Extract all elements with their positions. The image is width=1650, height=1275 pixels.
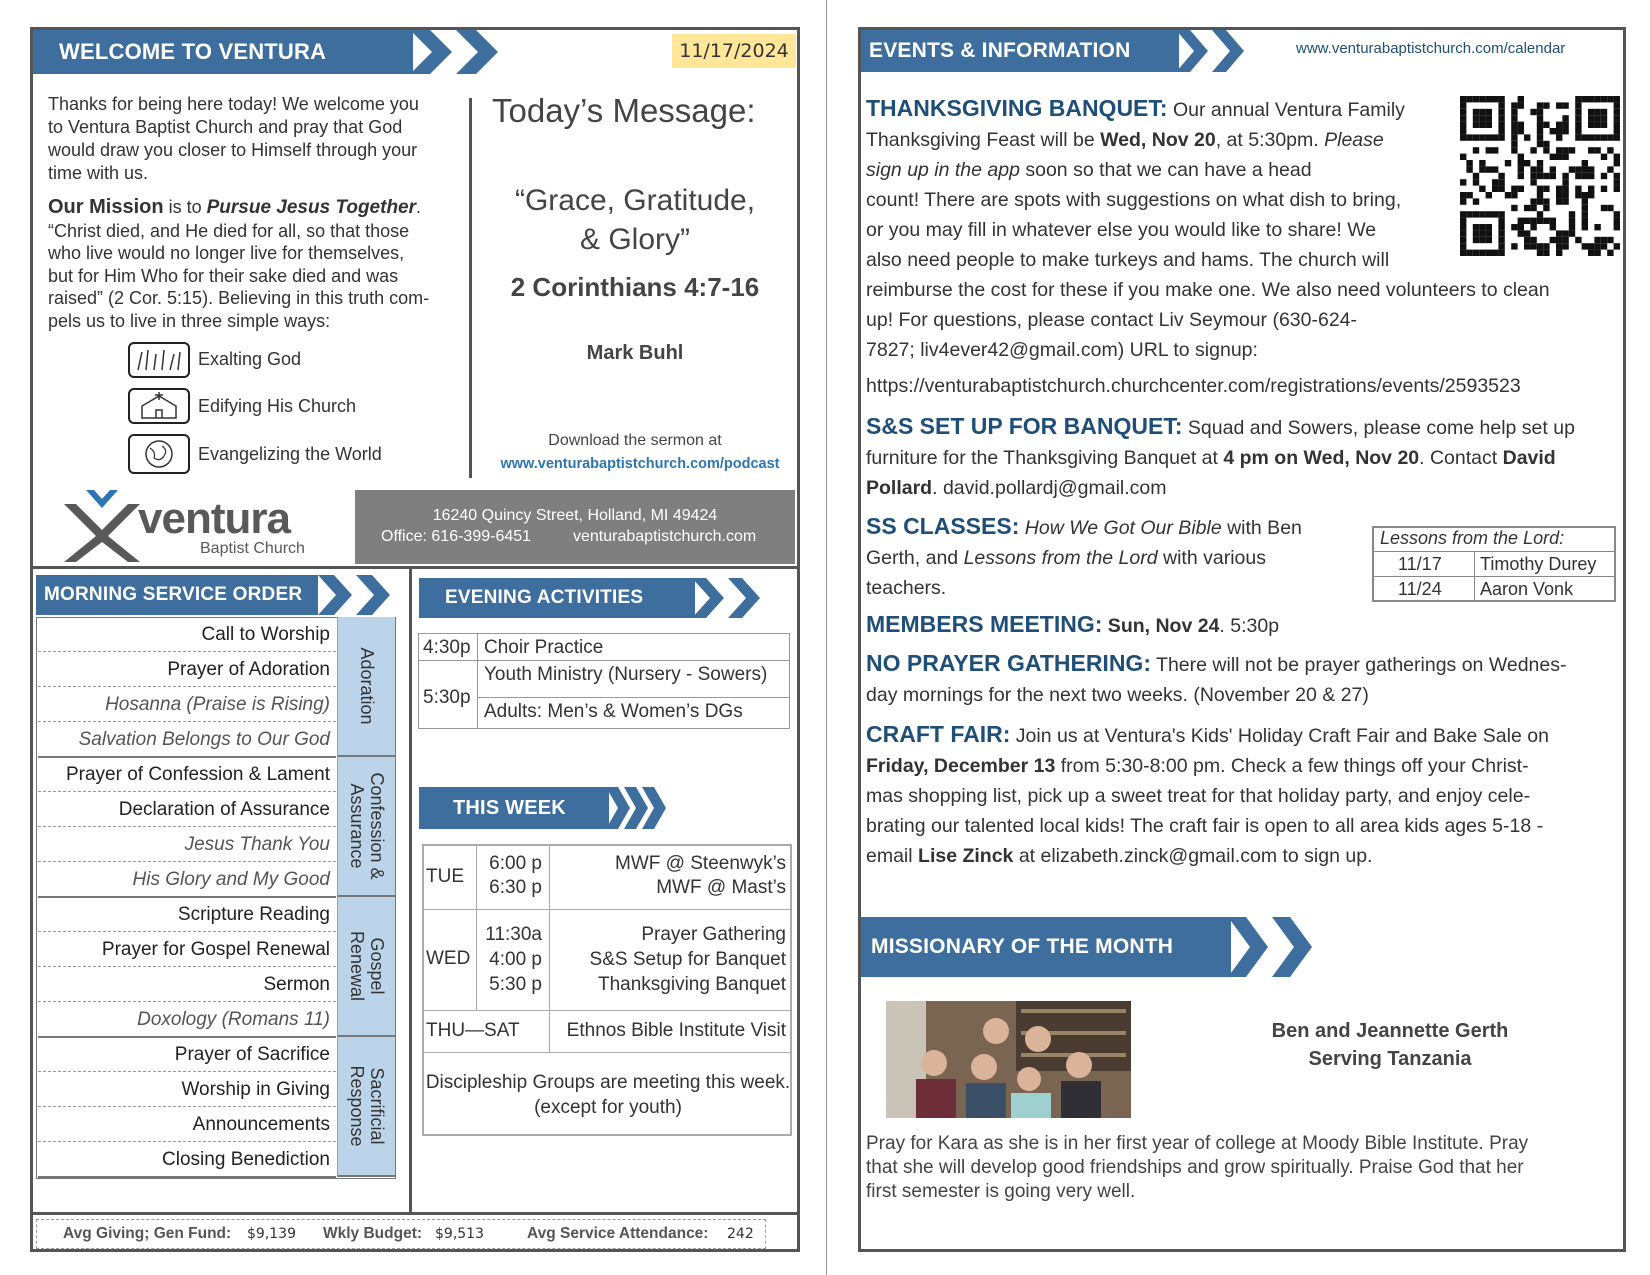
giving-value: $9,139 [247,1226,296,1242]
events-title: EVENTS & INFORMATION [869,39,1131,62]
sermon-scripture: 2 Corinthians 4:7-16 [510,272,760,302]
evening-row-sep [478,697,790,698]
members-heading: MEMBERS MEETING: [866,611,1103,637]
craft-text: brating our talented local kids! The craft fair is open to all area kids ages 5-18 - [866,815,1544,837]
banquet-text: soon so that we can have a head [1019,159,1312,181]
address-box [355,490,795,564]
tw-note [424,1070,792,1120]
logo-sub: Baptist Church [200,540,305,557]
sermon-title-line: “Grace, Gratitude, [514,184,756,217]
welcome-chevrons [410,30,530,74]
service-group-label-line: Assurance [346,783,367,869]
globe-icon [128,434,190,474]
prayer-block [866,648,1606,710]
setup-text: . david.pollardj@gmail.com [932,477,1167,499]
ss-text: Lessons from the Lord [963,547,1158,569]
giving-label: Avg Giving; Gen Fund: [63,1225,232,1242]
ss-text: with various [1157,547,1266,569]
service-group-label: Adoration [356,647,377,725]
missionary-prayer-line: Pray for Kara as she is in her first year of college at Moody Bible Institute. Pray [866,1133,1529,1154]
service-date: 11/17/2024 [679,40,789,62]
intro-line: to Ventura Baptist Church and pray that God [48,117,403,137]
evening-activity: Adults: Men’s & Women’s DGs [484,701,743,722]
intro-line: Thanks for being here today! We welcome you [48,94,419,114]
tw-time-col [549,846,550,1052]
missionary-prayer-line: that she will develop good friendships and grow spiritually. Praise God that her [866,1157,1524,1178]
tw-day: WED [426,948,471,969]
service-item: Call to Worship [38,617,336,652]
budget-label: Wkly Budget: [323,1225,423,1242]
tw-event: Thanksgiving Banquet [597,974,786,995]
mission-line: who live would no longer live for themselves, [48,243,405,263]
missionary-banner [861,917,1231,977]
tw-event: S&S Setup for Banquet [589,949,786,970]
service-group [337,757,395,897]
missionary-photo [886,1001,1131,1118]
ss-heading: SS CLASSES: [866,513,1020,539]
missionary-title: MISSIONARY OF THE MONTH [871,935,1174,958]
evening-activity: Choir Practice [484,637,604,658]
craft-text: Join us at Ventura's Kids' Holiday Craft Fair and Bake Sale on [1010,725,1549,747]
ventura-logo-icon [64,490,140,562]
setup-heading: S&S SET UP FOR BANQUET: [866,413,1183,439]
tw-times [480,852,542,900]
tw-event: MWF @ Steenwyk’s [615,853,786,874]
tw-row-sep [422,909,792,910]
mission-line: pels us to live in three simple ways: [48,310,331,331]
mission-period: . [416,197,422,217]
service-item: Jesus Thank You [38,827,336,862]
lessons-col [1474,551,1475,600]
banquet-text: count! There are spots with suggestions on what dish to bring, [866,189,1402,211]
tw-events [556,922,786,997]
service-group [337,1037,395,1177]
ss-block [866,511,1346,603]
lesson-date: 11/17 [1398,554,1442,574]
service-group-label [347,931,387,1001]
way-label: Edifying His Church [198,396,357,416]
service-group-label-line: Sacrificial [366,1067,387,1145]
prayer-heading: NO PRAYER GATHERING: [866,650,1151,676]
banquet-text: reimburse the cost for these if you make one. We also need volunteers to clean [866,279,1550,301]
missionary-prayer-line: first semester is going very well. [866,1181,1136,1202]
service-group-label-line: Gospel [366,937,387,995]
service-group-label [347,772,387,879]
sermon-title [480,181,790,259]
banquet-text: also need people to make turkeys and hams. The church will [866,249,1390,271]
service-group-separator [38,1176,336,1178]
left-bottom-divider [30,1212,800,1215]
craft-contact: Lise Zinck [918,845,1014,867]
tw-row-sep [422,1052,792,1053]
craft-date: Friday, December 13 [866,755,1056,777]
evening-time: 4:30p [423,637,471,658]
lessons-sep [1374,551,1614,552]
welcome-intro [48,93,454,185]
evening-activity: Youth Ministry (Nursery - Sowers) [484,664,768,685]
tw-event: Ethnos Bible Institute Visit [566,1020,786,1041]
craft-text: from 5:30-8:00 pm. Check a few things off your Christ- [1055,755,1529,777]
attendance-label: Avg Service Attendance: [527,1225,709,1242]
lesson-date: 11/24 [1398,579,1442,599]
ss-text: How We Got Our Bible [1019,517,1222,539]
craft-block [866,719,1606,871]
craft-text: mas shopping list, pick up a sweet treat for that holiday party, and enjoy cele- [866,785,1531,807]
service-item: Worship in Giving [38,1072,336,1107]
missionary-prayer [866,1132,1606,1204]
banquet-heading: THANKSGIVING BANQUET: [866,95,1168,121]
banquet-block [866,93,1606,401]
ss-text: Gerth, and [866,547,964,569]
way-label: Exalting God [198,349,302,369]
download-label: Download the sermon at [548,432,722,449]
tw-time: 6:30 p [489,877,542,898]
sermon-title-line: & Glory” [579,223,690,256]
craft-text: email [866,845,919,867]
banquet-text: Our annual Ventura Family [1167,99,1405,121]
banquet-text: Please [1324,129,1384,151]
welcome-banner [33,30,413,74]
setup-block [866,411,1626,503]
service-order-title: MORNING SERVICE ORDER [44,584,303,605]
welcome-title: WELCOME TO VENTURA [59,39,327,64]
this-week-banner [419,787,609,829]
service-item: Announcements [38,1107,336,1142]
mission-line: raised” (2 Cor. 5:15). Believing in this truth com- [48,288,430,308]
this-week-title: THIS WEEK [453,796,566,819]
banquet-date: Wed, Nov 20 [1100,129,1216,151]
date-badge [672,34,796,68]
service-group-label-line: Renewal [346,930,367,1002]
mission-label: Our Mission [48,196,164,218]
service-column-divider [409,566,412,1212]
members-time: . 5:30p [1219,615,1280,637]
way-label: Evangelizing the World [198,444,382,464]
service-item: Prayer for Gospel Renewal [38,932,336,967]
lessons-title: Lessons from the Lord: [1380,528,1565,548]
hands-raised-icon [128,342,190,378]
office-phone: Office: 616-399-6451 [381,528,532,545]
service-item: Hosanna (Praise is Rising) [38,687,336,722]
service-group-label-line: Response [346,1065,367,1147]
attendance-value: 242 [727,1226,754,1242]
evening-title: EVENING ACTIVITIES [445,587,644,608]
message-divider [469,98,472,478]
service-group [337,617,395,757]
mission-line: but for Him Who for their sake died and was [48,265,399,286]
service-item: Salvation Belongs to Our God [38,722,336,757]
craft-heading: CRAFT FAIR: [866,721,1011,747]
lessons-sep [1374,576,1614,577]
evening-row-sep [418,660,478,661]
lesson-teacher: Aaron Vonk [1480,579,1574,599]
setup-text: Squad and Sowers, please come help set up [1182,417,1575,439]
tw-time: 6:00 p [489,853,542,874]
events-chevrons [1176,30,1276,72]
service-item: Scripture Reading [38,897,336,932]
evening-banner [419,578,695,618]
setup-text: furniture for the Thanksgiving Banquet at [866,447,1224,469]
tw-day-col [476,846,477,1010]
tw-event: Prayer Gathering [641,924,786,945]
prayer-text: day mornings for the next two weeks. (November 20 & 27) [866,684,1369,706]
evening-time: 5:30p [423,687,471,708]
budget-value: $9,513 [435,1226,484,1242]
banquet-text: Thanksgiving Feast will be [866,129,1101,151]
service-item: Closing Benediction [38,1142,336,1177]
mission-value: Pursue Jesus Together [206,197,417,218]
members-block [866,609,1606,641]
this-week-chevrons [606,787,672,829]
mission-statement [48,196,458,332]
intro-line: time with us. [48,163,149,183]
ss-text: teachers. [866,577,947,599]
tw-event: MWF @ Mast’s [656,877,786,898]
missionary-location: Serving Tanzania [1308,1048,1472,1070]
evening-chevrons [692,578,772,618]
setup-text: . Contact [1419,447,1503,469]
service-group-label [347,1065,387,1146]
tw-note-line: Discipleship Groups are meeting this week. [425,1072,791,1093]
missionary-names: Ben and Jeannette Gerth [1271,1020,1509,1042]
tw-time: 5:30 p [489,974,542,995]
message-heading: Today’s Message: [492,92,756,129]
banquet-text: up! For questions, please contact Liv Seymour (630-624- [866,309,1358,331]
members-date: Sun, Nov 24 [1102,615,1220,637]
service-item: Prayer of Confession & Lament [38,757,336,792]
banquet-url[interactable]: https://venturabaptistchurch.churchcenter.com/registrations/events/2593523 [866,375,1521,397]
service-order-chevrons [318,575,408,615]
left-horizontal-divider [30,566,800,569]
church-icon [128,388,190,424]
craft-text: at elizabeth.zinck@gmail.com to sign up. [1013,845,1373,867]
service-order-banner [36,575,318,615]
street-address: 16240 Quincy Street, Holland, MI 49424 [432,507,718,524]
service-item: Doxology (Romans 11) [38,1002,336,1037]
banquet-text: or you may fill in whatever else you would like to share! We [866,219,1377,241]
calendar-link[interactable]: www.venturabaptistchurch.com/calendar [1296,40,1566,57]
service-item: Declaration of Assurance [38,792,336,827]
logo-name: ventura [138,494,290,543]
website[interactable]: venturabaptistchurch.com [573,528,757,545]
evening-row-sep [478,660,790,661]
sermon-speaker: Mark Buhl [586,342,684,364]
mission-line: “Christ died, and He died for all, so that those [48,220,410,241]
missionary-chevrons [1228,917,1338,977]
intro-line: would draw you closer to Himself through your [48,140,418,160]
ss-text: with Ben [1221,517,1302,539]
podcast-link[interactable]: www.venturabaptistchurch.com/podcast [500,456,780,472]
setup-time: 4 pm on Wed, Nov 20 [1223,447,1420,469]
tw-time: 11:30a [485,924,542,945]
setup-contact: David [1502,447,1556,469]
service-group-label-line: Confession & [366,772,387,880]
tw-day: THU—SAT [426,1020,520,1041]
stats-bar [36,1219,766,1249]
banquet-text: 7827; liv4ever42@gmail.com) URL to signup: [866,339,1258,361]
page-separator [826,0,827,1275]
tw-day: TUE [426,866,464,887]
tw-row-sep [422,1010,792,1011]
tw-times [480,922,542,997]
service-item: Sermon [38,967,336,1002]
mission-is: is to [163,197,207,217]
events-banner [861,30,1179,72]
prayer-text: There will not be prayer gatherings on Wednes- [1150,654,1567,676]
tw-time: 4:00 p [489,949,542,970]
service-item: Prayer of Adoration [38,652,336,687]
service-item: Prayer of Sacrifice [38,1037,336,1072]
service-group [337,897,395,1037]
tw-note-line: (except for youth) [534,1097,682,1118]
setup-contact: Pollard [866,477,933,499]
service-item: His Glory and My Good [38,862,336,897]
banquet-text: sign up in the app [866,159,1020,181]
banquet-text: , at 5:30pm. [1215,129,1325,151]
tw-events [556,852,786,900]
lesson-teacher: Timothy Durey [1480,554,1597,574]
